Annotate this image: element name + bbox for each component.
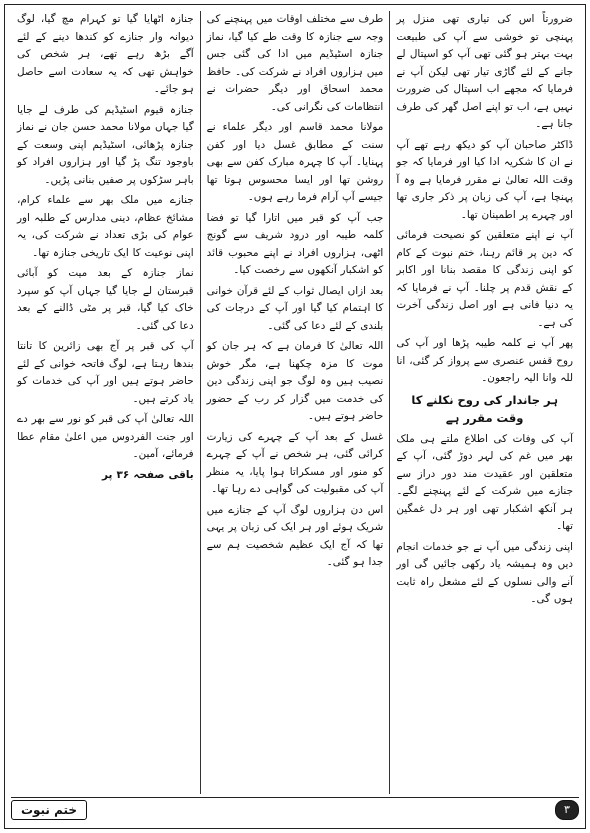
paragraph: بعد ازاں ایصال ثواب کے لئے قرآن خوانی کا اہتمام کیا گیا اور آپ کے درجات کی بلندی کے لئے دعا کی گئی۔ [206, 284, 384, 332]
paragraph: اللہ تعالیٰ آپ کی قبر کو نور سے بھر دے اور جنت الفردوس میں اعلیٰ مقام عطا فرمائے، آمین۔ [16, 413, 194, 460]
column-right [389, 11, 579, 794]
paragraph: جب آپ کو قبر میں اتارا گیا تو فضا کلمہ طیبہ اور درود شریف سے گونج اٹھی، ہزاروں افراد نے اپنے محبوب قائد کو اشکبار آنکھوں سے رخصت کیا۔ [206, 211, 384, 276]
text-columns [11, 11, 579, 794]
paragraph: اللہ تعالیٰ کا فرمان ہے کہ ہر جان کو موت کا مزہ چکھنا ہے، مگر خوش نصیب ہیں وہ لوگ جو اپنی زندگی دین کی خدمت میں گزار کر رب کے حضور حاضر ہوتے ہیں۔ [206, 340, 384, 422]
page-number: ۳ [555, 800, 579, 820]
paragraph: آپ کی وفات کی اطلاع ملتے ہی ملک بھر میں غم کی لہر دوڑ گئی، آپ کے متعلقین اور عقیدت مند دور دراز سے جنازے میں شرکت کے لئے پہنچنے لگے۔ ہر آنکھ اشکبار تھی اور ہر دل غمگین تھا۔ [396, 432, 573, 532]
paragraph: آپ کی قبر پر آج بھی زائرین کا تانتا بندھا رہتا ہے، لوگ فاتحہ خوانی کے لئے حاضر ہوتے ہیں اور آپ کی خدمات کو یاد کرتے ہیں۔ [16, 340, 194, 405]
paragraph: جنازہ قیوم اسٹیڈیم کی طرف لے جایا گیا جہاں مولانا محمد حسن جان نے نماز جنازہ پڑھائی، اسٹیڈیم اپنی وسعت کے باوجود تنگ پڑ گیا اور ہزاروں افراد کو باہر سڑکوں پر صفیں بنانی پڑیں۔ [16, 103, 194, 186]
paragraph: نماز جنازہ کے بعد میت کو آبائی قبرستان لے جایا گیا جہاں آپ کو سپرد خاک کیا گیا، قبر پر مٹی ڈالنے کے بعد دعا کی گئی۔ [16, 267, 194, 332]
paragraph: مولانا محمد قاسم اور دیگر علماء نے سنت کے مطابق غسل دیا اور کفن پہنایا۔ آپ کا چہرہ مبارک کفن سے بھی روشن تھا اور ایسا محسوس ہوتا تھا جیسے آپ آرام فرما رہے ہوں۔ [206, 121, 384, 203]
paragraph: پھر آپ نے کلمہ طیبہ پڑھا اور آپ کی روح قفس عنصری سے پرواز کر گئی، انا للہ وانا الیہ راجعون۔ [396, 337, 573, 384]
column-middle [200, 11, 390, 794]
page-footer [11, 797, 579, 822]
paragraph: غسل کے بعد آپ کے چہرے کی زیارت کرائی گئی، ہر شخص نے آپ کے چہرے کو منور اور مسکراتا ہوا پایا، یہ منظر آپ کی مقبولیت کی گواہی دے رہا تھا۔ [206, 430, 384, 495]
paragraph: جنازہ اٹھایا گیا تو کہرام مچ گیا، لوگ دیوانہ وار جنازے کو کندھا دینے کے لئے آگے بڑھ رہے تھے، ہر شخص کی خواہش تھی کہ یہ سعادت اسے حاصل ہو جائے۔ [16, 13, 194, 95]
continued-note: باقی صفحہ ۳۶ پر [102, 468, 194, 481]
paragraph: طرف سے مختلف اوقات میں پہنچنے کی وجہ سے جنازہ کا وقت طے کیا گیا، نماز جنازہ اسٹیڈیم میں ادا کی گئی جس میں ہزاروں افراد نے شرکت کی۔ حافظ محمد اسحاق اور دیگر حضرات نے انتظامات کی نگرانی کی۔ [206, 13, 384, 113]
paragraph: جنازے میں ملک بھر سے علماء کرام، مشائخ عظام، دینی مدارس کے طلبہ اور عوام کی بڑی تعداد نے شرکت کی، یہ اپنی نوعیت کا ایک تاریخی جنازہ تھا۔ [16, 194, 194, 259]
paragraph: اس دن ہزاروں لوگ آپ کے جنازے میں شریک ہوئے اور ہر ایک کی زبان پر یہی تھا کہ آج ایک عظیم شخصیت ہم سے جدا ہو گئی۔ [206, 503, 384, 568]
section-heading: ہر جاندار کی روح نکلنے کا وقت مقرر ہے [411, 392, 558, 425]
magazine-masthead: ختم نبوت [11, 800, 87, 820]
magazine-page [4, 4, 586, 829]
paragraph: اپنی زندگی میں آپ نے جو خدمات انجام دیں وہ ہمیشہ یاد رکھی جائیں گی اور آنے والی نسلوں کے لئے مشعل راہ ثابت ہوں گی۔ [396, 540, 573, 605]
paragraph: آپ نے اپنے متعلقین کو نصیحت فرمائی کہ دین پر قائم رہنا، ختم نبوت کے کام کو اپنی زندگی کا مقصد بنانا اور اکابر کے نقش قدم پر چلنا۔ آپ نے فرمایا کہ یہ دنیا فانی ہے اور اصل زندگی آخرت کی ہے۔ [396, 229, 573, 329]
paragraph: ضرورتاً اس کی تیاری تھی منزل پر پہنچی تو خوشی سے آپ کی طبیعت بہت بہتر ہو گئی تھی آپ کو اسپتال لے جانے کے لئے گاڑی تیار تھی لیکن آپ نے فرمایا کہ مجھے اب اسپتال کی ضرورت نہیں ہے، اب تو اپنے اصل گھر کی طرف جانا ہے۔ [396, 13, 573, 130]
column-left [11, 11, 200, 794]
paragraph: ڈاکٹر صاحبان آپ کو دیکھ رہے تھے آپ نے ان کا شکریہ ادا کیا اور فرمایا کہ جو وقت اللہ تعالیٰ نے مقرر فرمایا ہے وہ آ پہنچا ہے، آپ کی زبان پر ذکر جاری تھا اور چہرے پر اطمینان تھا۔ [396, 138, 573, 221]
